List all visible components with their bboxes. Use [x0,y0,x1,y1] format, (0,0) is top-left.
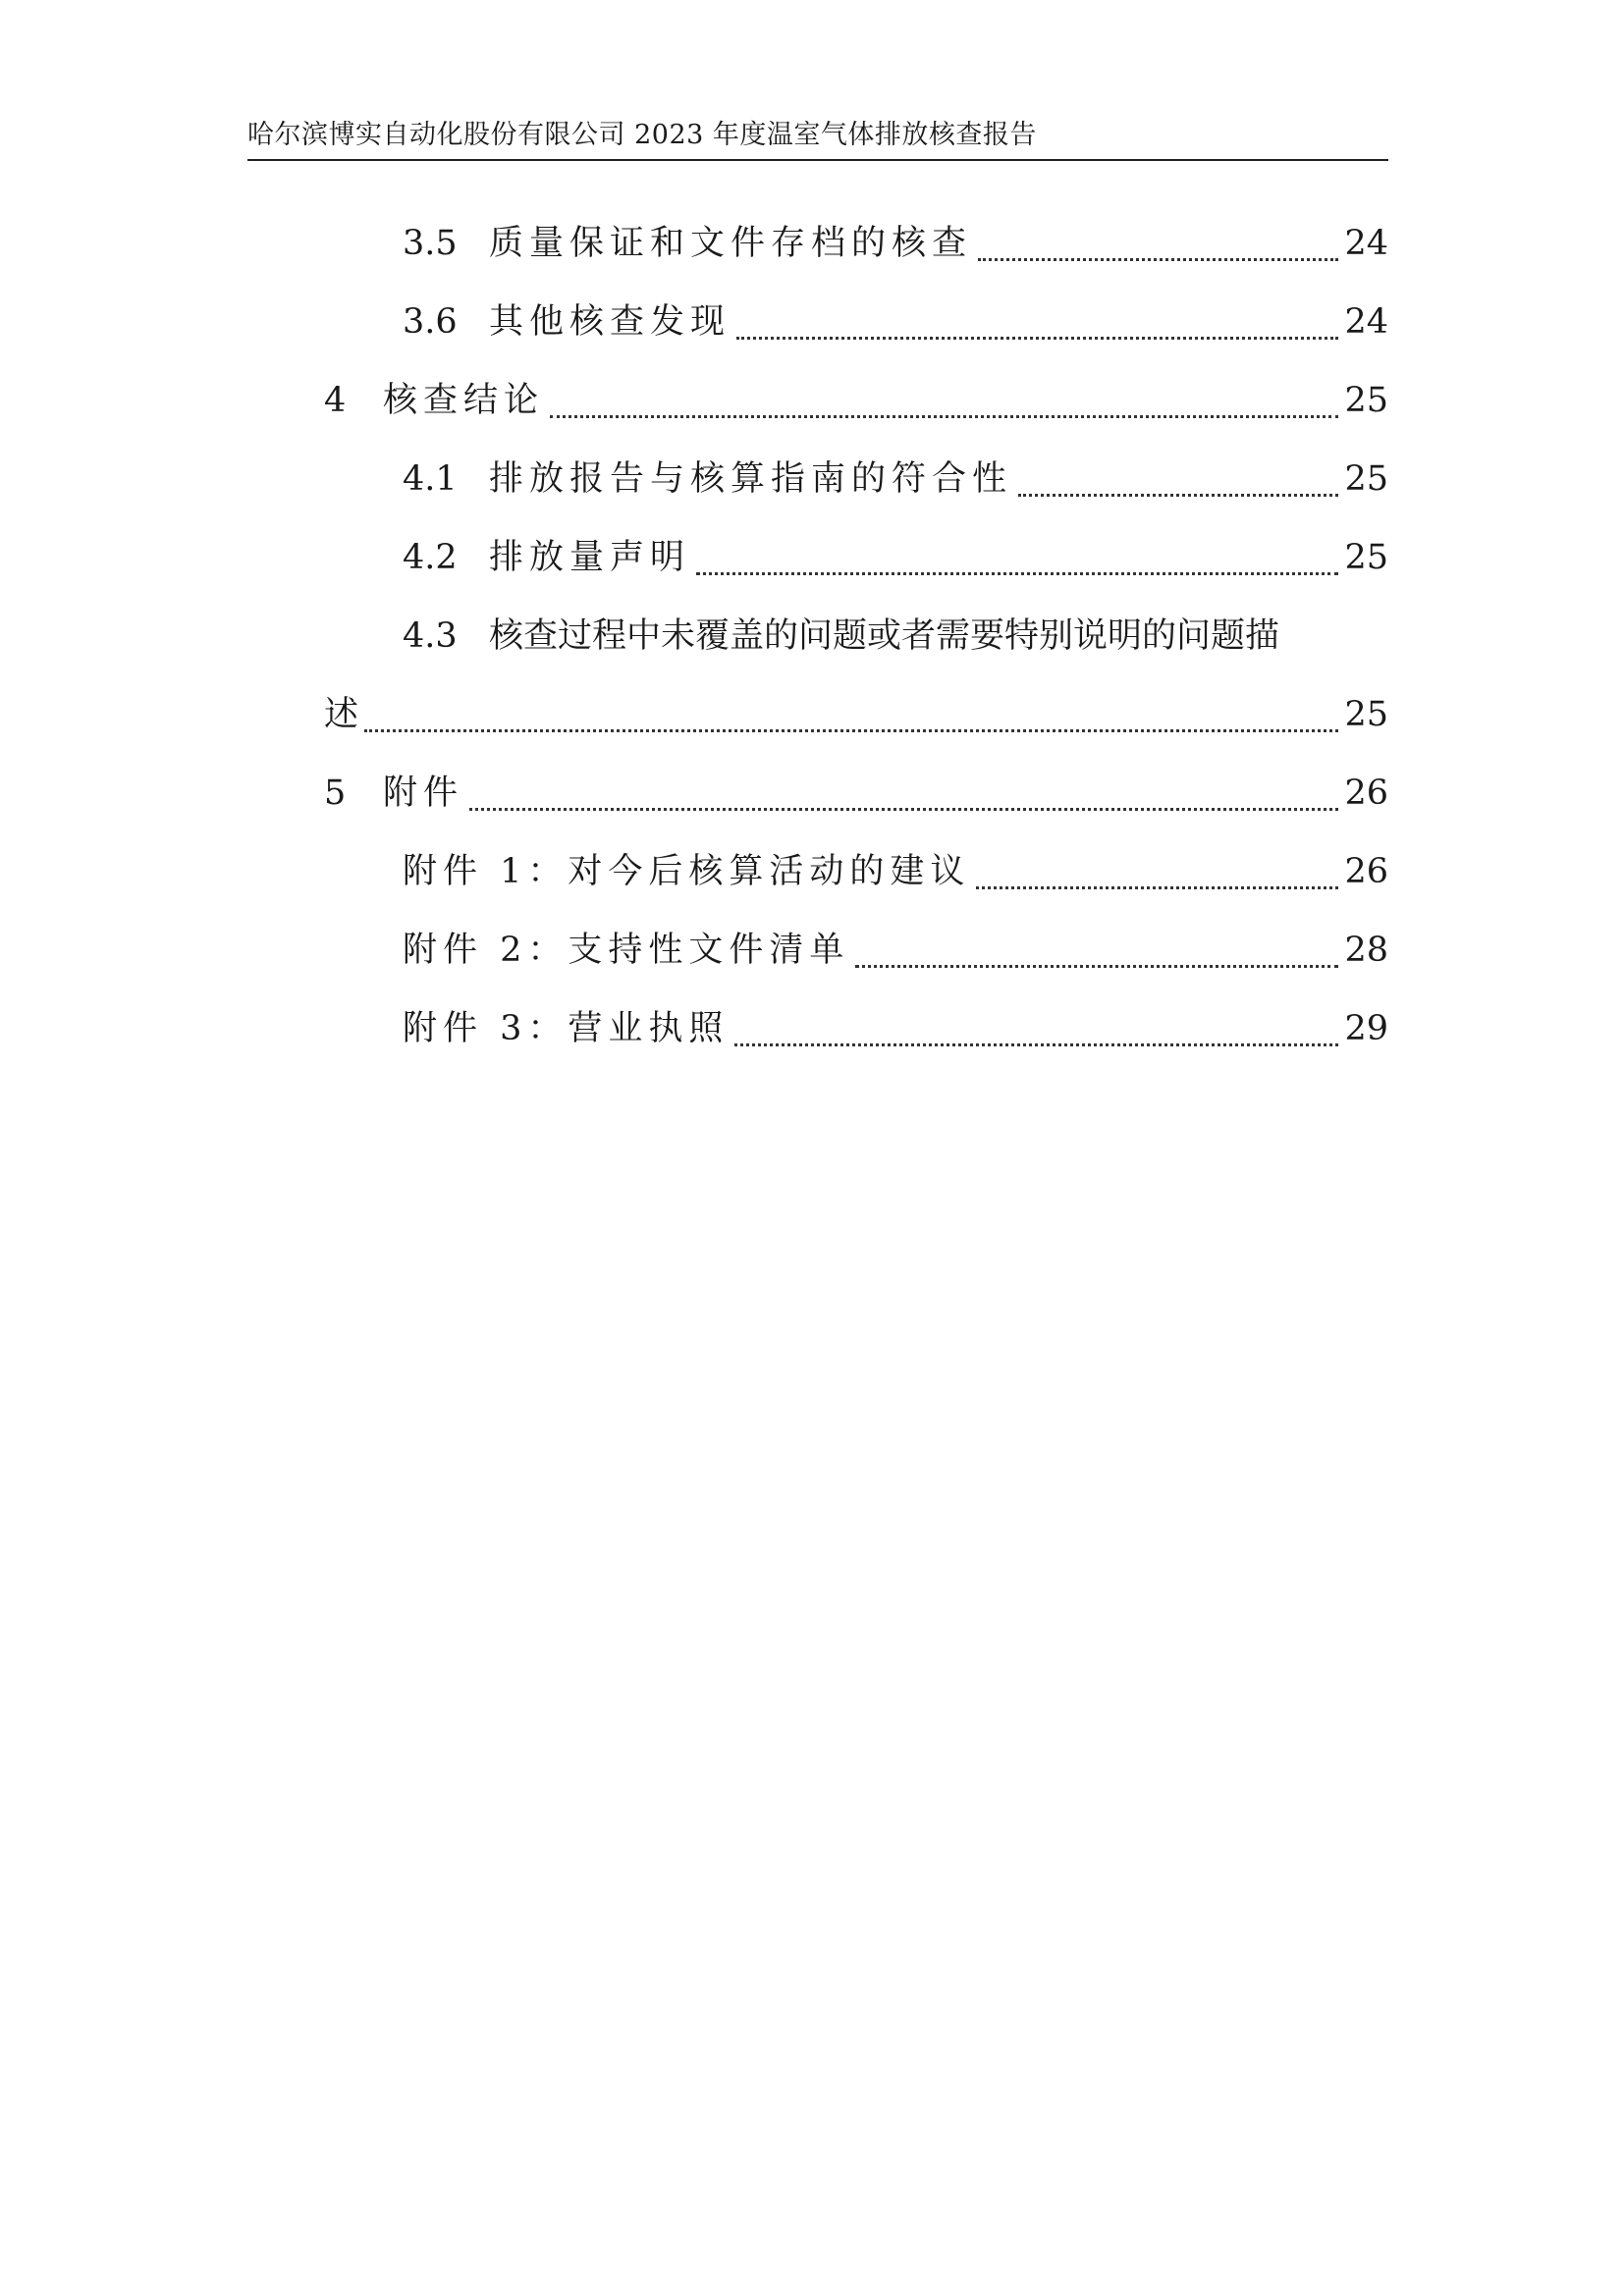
toc-number: 4.2 [403,538,458,577]
toc-page-number: 25 [1344,695,1388,734]
toc-title: 附件 3：营业执照 [403,1009,730,1048]
toc-page-number: 26 [1344,774,1388,813]
toc-page-number: 25 [1344,381,1388,420]
toc-title: 附件 [383,774,464,813]
dot-leader [364,729,1338,732]
toc-page-number: 24 [1344,302,1388,342]
dot-leader [696,572,1338,575]
toc-title: 排放报告与核算指南的符合性 [489,459,1013,499]
toc-page-number: 26 [1344,852,1388,891]
toc-number: 3.6 [403,302,458,342]
toc-entry[interactable] [324,361,1388,440]
toc-entry[interactable] [324,989,1388,1068]
toc-entry[interactable] [324,440,1388,518]
toc-title: 质量保证和文件存档的核查 [489,224,973,263]
toc-entry[interactable] [324,832,1388,911]
toc-entry-wrapped-line1[interactable] [324,597,1388,675]
toc-page-number: 24 [1344,224,1388,263]
page-header [247,116,1388,161]
dot-leader [550,415,1338,418]
toc-title: 核查结论 [383,381,545,420]
toc-title: 核查过程中未覆盖的问题或者需要特别说明的问题描 [489,616,1280,656]
table-of-contents [324,204,1388,1068]
header-title: 哈尔滨博实自动化股份有限公司 2023 年度温室气体排放核查报告 [247,120,1037,150]
toc-number: 4.1 [403,459,458,499]
toc-number: 5 [324,774,347,813]
toc-number: 4.3 [403,616,458,656]
toc-page-number: 29 [1344,1009,1388,1048]
dot-leader [1018,494,1338,497]
dot-leader [734,1043,1338,1046]
dot-leader [978,258,1338,261]
dot-leader [736,337,1338,340]
toc-page-number: 25 [1344,459,1388,499]
toc-number: 4 [324,381,347,420]
toc-page-number: 25 [1344,538,1388,577]
toc-title: 附件 2：支持性文件清单 [403,931,850,970]
toc-title: 其他核查发现 [489,302,731,342]
toc-entry[interactable] [324,204,1388,283]
toc-number: 3.5 [403,224,458,263]
toc-entry-wrapped-line2[interactable] [324,675,1388,754]
dot-leader [855,965,1338,968]
toc-entry[interactable] [324,283,1388,361]
toc-entry[interactable] [324,518,1388,597]
toc-entry[interactable] [324,911,1388,989]
toc-title-continued: 述 [324,695,359,734]
dot-leader [469,808,1338,811]
dot-leader [976,886,1338,889]
toc-title: 附件 1：对今后核算活动的建议 [403,852,971,891]
toc-title: 排放量声明 [489,538,691,577]
toc-entry[interactable] [324,754,1388,832]
toc-page-number: 28 [1344,931,1388,970]
